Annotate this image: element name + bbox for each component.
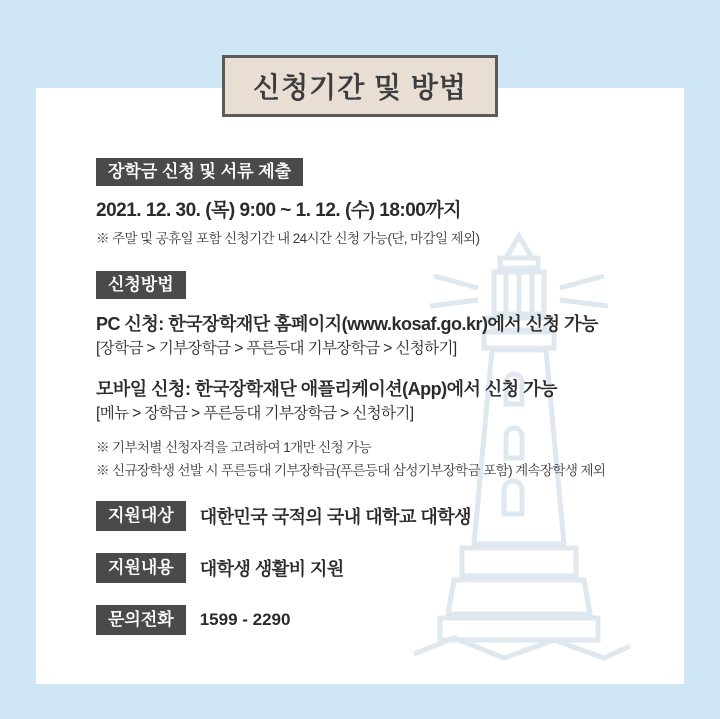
pc-apply-block [96,310,656,358]
method-notes [96,436,656,479]
tag-apply-submit: 장학금 신청 및 서류 제출 [96,158,303,186]
content-body [96,158,656,635]
apply-period: 2021. 12. 30. (목) 9:00 ~ 1. 12. (수) 18:00까지 [96,200,462,221]
method-note-1: ※ 기부처별 신청자격을 고려하여 1개만 신청 가능 [96,440,372,455]
support-target-value: 대한민국 국적의 국내 대학교 대학생 [199,507,472,527]
contact-phone-value: 1599 - 2290 [199,610,291,629]
support-content-value: 대학생 생활비 지원 [199,559,344,579]
row-contact-phone [96,605,656,635]
row-support-target [96,501,656,531]
tag-apply-method: 신청방법 [96,271,186,299]
tag-contact-phone: 문의전화 [96,605,186,635]
tag-support-target: 지원대상 [96,501,186,531]
section-method [96,271,656,479]
page-title: 신청기간 및 방법 [253,72,467,103]
apply-note: ※ 주말 및 공휴일 포함 신청기간 내 24시간 신청 가능(단, 마감일 제외) [96,231,480,246]
content-card [36,88,684,684]
mobile-apply-path: [메뉴 > 장학금 > 푸른등대 기부장학금 > 신청하기] [96,405,414,422]
title-banner [222,55,498,117]
pc-apply-title: PC 신청: 한국장학재단 홈페이지(www.kosaf.go.kr)에서 신청 가능 [96,314,598,334]
pc-apply-path: [장학금 > 기부장학금 > 푸른등대 기부장학금 > 신청하기] [96,340,457,357]
section-apply [96,158,656,247]
row-support-content [96,553,656,583]
method-note-2: ※ 신규장학생 선발 시 푸른등대 기부장학금(푸른등대 삼성기부장학금 포함) 계속장학생 제외 [96,463,606,478]
info-rows [96,501,656,635]
mobile-apply-title: 모바일 신청: 한국장학재단 애플리케이션(App)에서 신청 가능 [96,379,557,399]
mobile-apply-block [96,375,656,423]
tag-support-content: 지원내용 [96,553,186,583]
